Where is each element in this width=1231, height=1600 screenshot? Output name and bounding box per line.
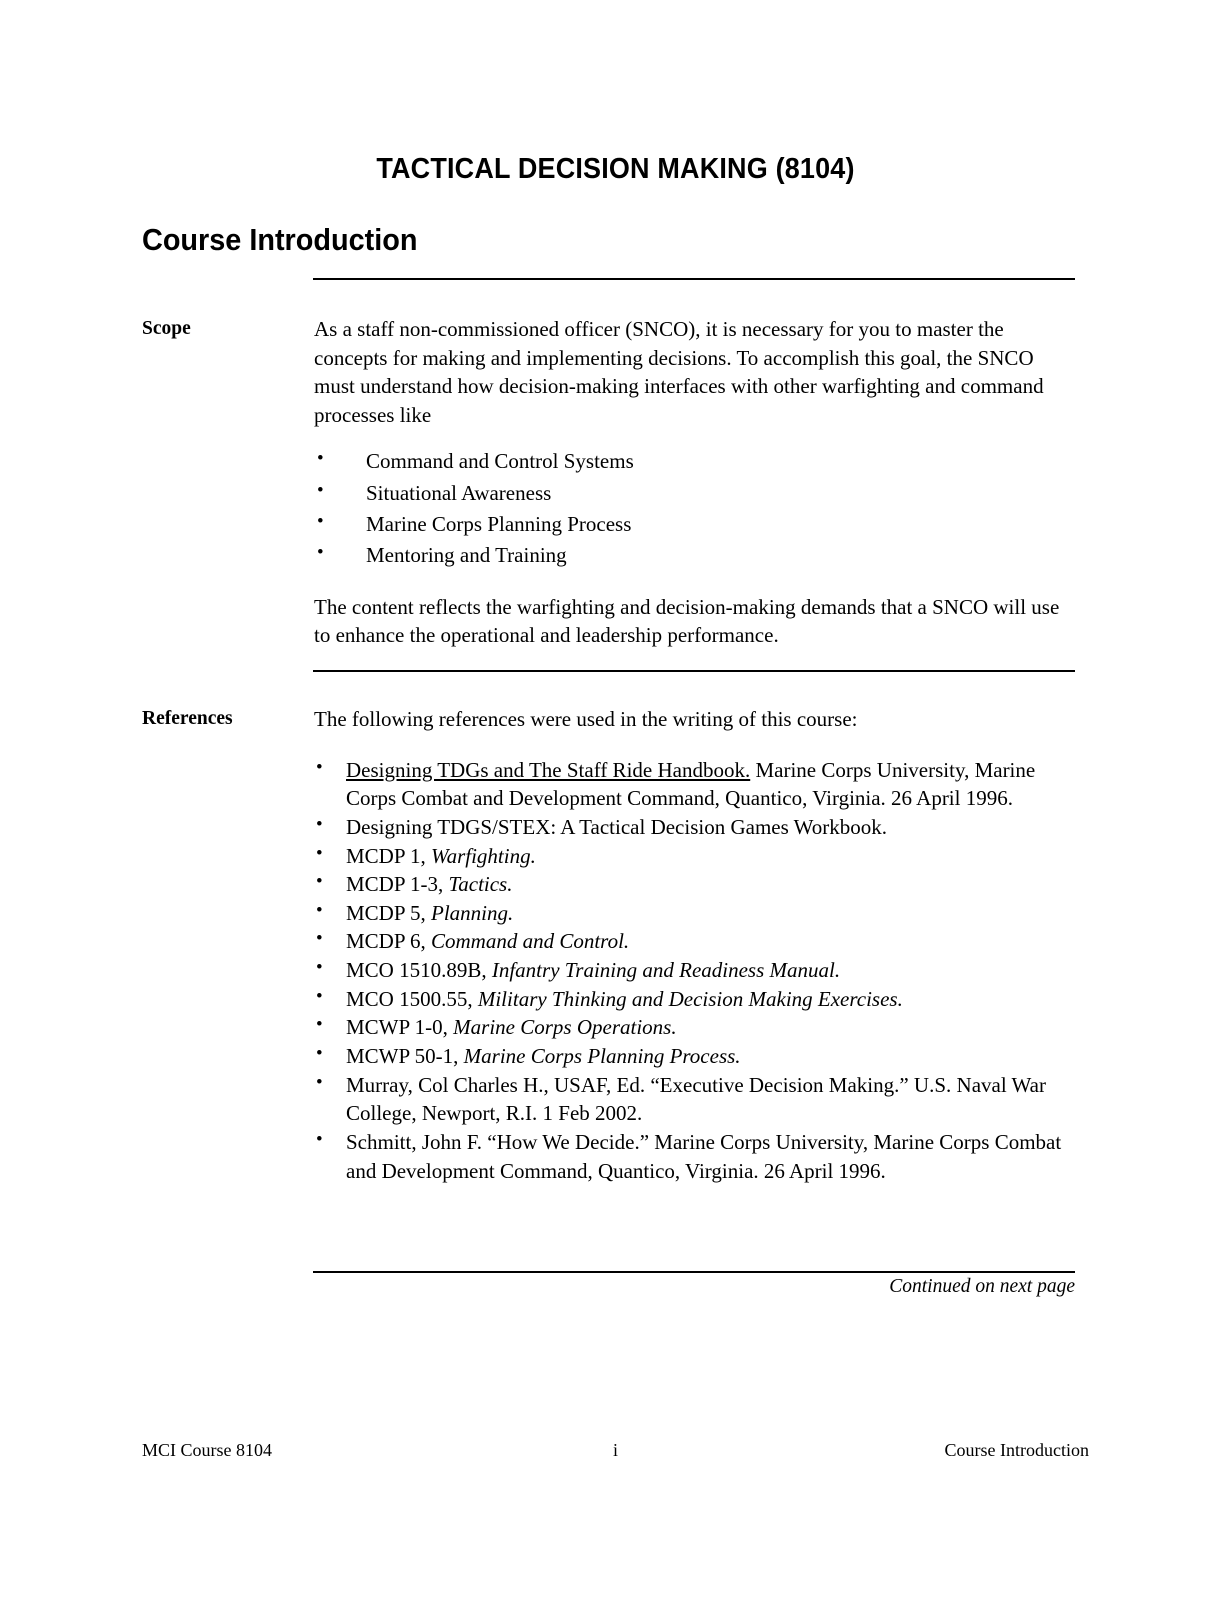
scope-bullet-text: Situational Awareness: [366, 480, 552, 505]
reference-title-italic: Planning.: [431, 900, 514, 925]
list-item: [314, 813, 1077, 842]
references-list: [314, 756, 1077, 1186]
reference-title-italic: Warfighting.: [431, 843, 536, 868]
list-item: [314, 756, 1077, 813]
reference-detail: Schmitt, John F. “How We Decide.” Marine Corps University, Marine Corps Combat and Development Command, Quantico, Virginia. 26 April 1996.: [346, 1130, 1062, 1183]
reference-title-underlined: Designing TDGs and The Staff Ride Handbook.: [346, 757, 751, 782]
page-title: TACTICAL DECISION MAKING (8104): [376, 153, 855, 186]
divider-bottom: [313, 1271, 1075, 1273]
reference-detail: MCDP 5,: [346, 900, 431, 925]
list-item: [314, 956, 1077, 985]
reference-title-italic: Infantry Training and Readiness Manual.: [491, 958, 841, 983]
reference-detail: Designing TDGS/STEX: A Tactical Decision Games Workbook.: [346, 814, 888, 839]
reference-title-italic: Command and Control.: [431, 929, 630, 954]
footer-section-name: Course Introduction: [944, 1440, 1089, 1460]
reference-title-italic: Military Thinking and Decision Making Exercises.: [477, 986, 903, 1011]
list-item: [314, 447, 1077, 476]
list-item: [314, 842, 1077, 871]
reference-detail: Marine Corps University, Marine Corps Combat and Development Command, Quantico, Virginia. 26 April 1996.: [346, 757, 1036, 811]
continued-on-next-page-note: Continued on next page: [889, 1276, 1075, 1297]
scope-bullet-text: Command and Control Systems: [366, 449, 634, 474]
reference-detail: MCDP 6,: [346, 929, 431, 954]
divider-top: [313, 278, 1075, 280]
list-item: [314, 1071, 1077, 1128]
reference-detail: MCDP 1-3,: [346, 872, 449, 897]
reference-detail: MCO 1500.55,: [346, 986, 478, 1011]
list-item: [314, 1013, 1077, 1042]
page-footer: [142, 1440, 1089, 1470]
list-item: [314, 1042, 1077, 1071]
scope-bullet-list: [314, 447, 1077, 571]
list-item: [314, 1128, 1077, 1185]
list-item: [314, 870, 1077, 899]
reference-detail: MCWP 1-0,: [346, 1015, 454, 1040]
list-item: [314, 479, 1077, 508]
list-item: [314, 510, 1077, 539]
list-item: [314, 541, 1077, 570]
scope-intro-paragraph: As a staff non-commissioned officer (SNCO), it is necessary for you to master the concepts for making and implementing decisions. To accomplish this goal, the SNCO must understand how decision-making interfaces with other warfighting and command processes like: [314, 317, 1044, 427]
reference-title-italic: Tactics.: [448, 872, 513, 897]
section-heading: Course Introduction: [142, 221, 418, 257]
reference-detail: MCWP 50-1,: [346, 1044, 464, 1069]
references-intro-paragraph: The following references were used in the writing of this course:: [314, 707, 858, 731]
reference-title-italic: Marine Corps Planning Process.: [463, 1044, 741, 1069]
footer-page-number: i: [612, 1440, 618, 1460]
references-body: [314, 705, 1077, 1185]
scope-label: Scope: [142, 318, 191, 339]
reference-detail: Murray, Col Charles H., USAF, Ed. “Executive Decision Making.” U.S. Naval War College, Newport, R.I. 1 Feb 2002.: [346, 1072, 1046, 1126]
scope-bullet-text: Marine Corps Planning Process: [366, 511, 632, 536]
scope-body: [314, 315, 1077, 650]
list-item: [314, 899, 1077, 928]
references-label: References: [142, 708, 233, 729]
reference-detail: MCO 1510.89B,: [346, 958, 492, 983]
divider-middle: [313, 670, 1075, 672]
list-item: [314, 985, 1077, 1014]
footer-course-id: MCI Course 8104: [142, 1440, 272, 1460]
list-item: [314, 927, 1077, 956]
scope-bullet-text: Mentoring and Training: [366, 543, 567, 568]
reference-detail: MCDP 1,: [346, 843, 431, 868]
scope-closing-paragraph: The content reflects the warfighting and decision-making demands that a SNCO will use to enhance the operational and leadership performance.: [314, 594, 1060, 648]
reference-title-italic: Marine Corps Operations.: [453, 1015, 677, 1040]
